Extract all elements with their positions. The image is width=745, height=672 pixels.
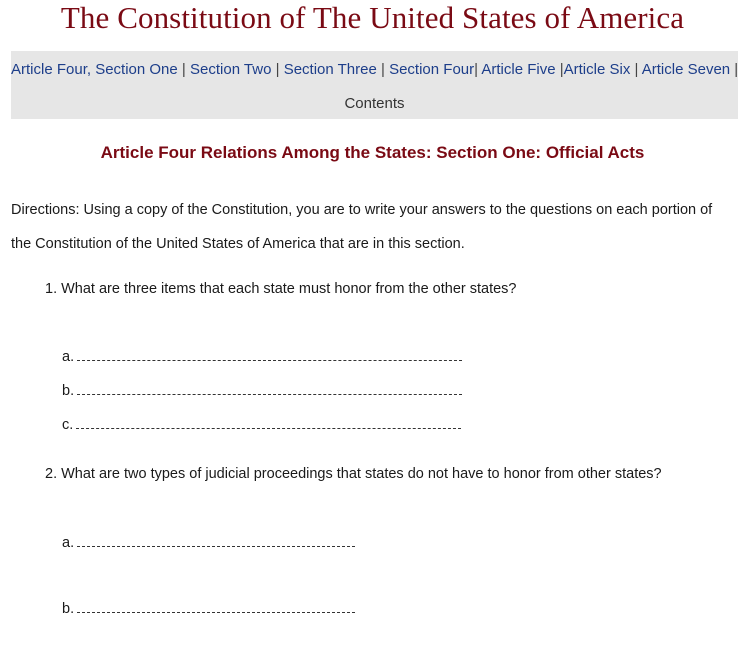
nav-link-article-seven[interactable]: Article Seven bbox=[641, 61, 731, 78]
question-1: 1. What are three items that each state must honor from the other states? bbox=[45, 281, 517, 297]
nav-link-article-five[interactable]: Article Five bbox=[481, 61, 556, 78]
answer-line-2a[interactable] bbox=[62, 532, 355, 553]
nav-link-section-four[interactable]: Section Four bbox=[389, 61, 475, 78]
nav-separator: | bbox=[634, 61, 639, 78]
section-heading: Article Four Relations Among the States: Section One: Official Acts bbox=[100, 143, 645, 162]
page-title: The Constitution of The United States of America bbox=[60, 0, 685, 35]
answer-blank[interactable] bbox=[77, 380, 462, 395]
answer-line-2b[interactable] bbox=[62, 598, 355, 619]
nav-link-section-two[interactable]: Section Two bbox=[190, 61, 272, 78]
nav-separator: | bbox=[474, 61, 479, 78]
answer-blank[interactable] bbox=[77, 532, 355, 547]
nav-separator: | bbox=[381, 61, 385, 78]
answer-label: a. bbox=[62, 535, 75, 551]
nav-link-article-four-section-one[interactable]: Article Four, Section One bbox=[11, 61, 178, 78]
nav-separator: | bbox=[734, 61, 739, 78]
nav-bar bbox=[11, 51, 738, 119]
nav-contents-row bbox=[11, 94, 738, 114]
nav-link-article-six[interactable]: Article Six bbox=[563, 61, 631, 78]
answer-line-1c[interactable] bbox=[62, 414, 461, 435]
answer-line-1b[interactable] bbox=[62, 380, 462, 401]
answer-label: b. bbox=[62, 383, 75, 399]
answer-blank[interactable] bbox=[77, 598, 355, 613]
question-2: 2. What are two types of judicial proceedings that states do not have to honor from other states? bbox=[45, 466, 662, 482]
directions-text: Directions: Using a copy of the Constitution, you are to write your answers to the questions on each portion of the Constitution of the United States of America that are in this section. bbox=[11, 202, 713, 252]
nav-separator: | bbox=[559, 61, 564, 78]
nav-links-row bbox=[11, 60, 738, 80]
answer-label: a. bbox=[62, 349, 75, 365]
answer-blank[interactable] bbox=[76, 414, 461, 429]
nav-separator: | bbox=[181, 61, 186, 78]
answer-line-1a[interactable] bbox=[62, 346, 462, 367]
answer-blank[interactable] bbox=[77, 346, 462, 361]
nav-separator: | bbox=[275, 61, 280, 78]
answer-label: c. bbox=[62, 417, 74, 433]
answer-label: b. bbox=[62, 601, 75, 617]
nav-link-contents[interactable]: Contents bbox=[344, 95, 405, 112]
nav-link-section-three[interactable]: Section Three bbox=[283, 61, 377, 78]
